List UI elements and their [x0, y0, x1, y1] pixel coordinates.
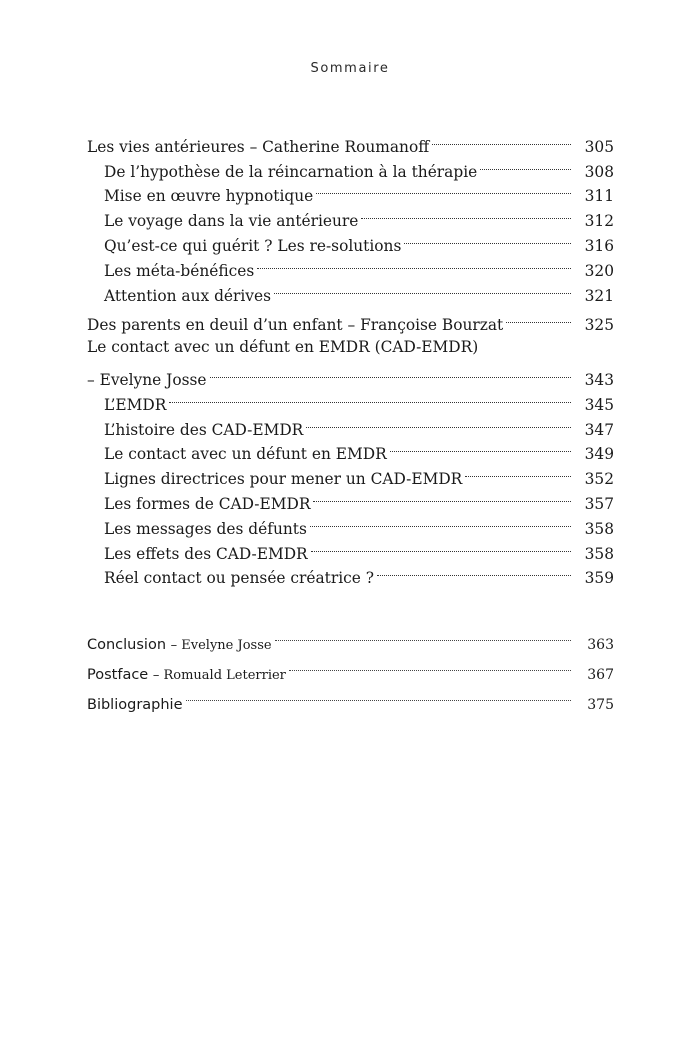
toc-entry-title: Attention aux dérives [104, 286, 272, 305]
dot-leader [465, 459, 571, 484]
dot-leader [257, 251, 571, 276]
dot-leader [377, 559, 571, 584]
toc-entry-title: Mise en œuvre hypnotique [104, 187, 314, 206]
toc-chapter[interactable] [87, 306, 614, 335]
table-of-contents [87, 127, 614, 714]
toc-page-number: 325 [584, 316, 614, 335]
toc-end-label: Postface [87, 667, 149, 684]
dot-leader [289, 649, 571, 679]
toc-chapter-title-line1[interactable]: Le contact avec un défunt en EMDR (CAD-EMDR) [87, 338, 479, 357]
toc-page-number: 358 [584, 544, 614, 563]
dot-leader [306, 410, 571, 435]
toc-entry-title: De l’hypothèse de la réincarnation à la thérapie [104, 162, 478, 181]
toc-end-label: Conclusion [87, 637, 167, 654]
toc-page-number: 311 [584, 187, 614, 206]
toc-page-number: 343 [584, 370, 614, 389]
toc-page-number: 347 [584, 420, 614, 439]
dot-leader [275, 619, 571, 649]
toc-chapter-title: Des parents en deuil d’un enfant – Françoise Bourzat [87, 316, 504, 335]
running-head: Sommaire [310, 61, 390, 76]
toc-page-number: 375 [587, 697, 614, 714]
toc-entry-title: Réel contact ou pensée créatrice ? [104, 569, 375, 588]
toc-page-number: 367 [587, 667, 614, 684]
dot-leader [390, 435, 571, 460]
toc-page-number: 308 [584, 162, 614, 181]
dot-leader [313, 484, 571, 509]
dot-leader [311, 534, 571, 559]
toc-page-number: 345 [584, 395, 614, 414]
toc-page-number: 321 [584, 286, 614, 305]
toc-page-number: 316 [584, 236, 614, 255]
toc-page-number: 357 [584, 494, 614, 513]
toc-chapter-title: Les vies antérieures – Catherine Roumanoff [87, 137, 430, 156]
dot-leader [506, 306, 571, 331]
toc-entry-title: L’histoire des CAD-EMDR [104, 420, 304, 439]
toc-entry-title: Le contact avec un défunt en EMDR [104, 445, 387, 464]
dot-leader [186, 679, 571, 709]
toc-chapter[interactable] [87, 127, 614, 156]
toc-page-number: 305 [584, 137, 614, 156]
toc-entry-title: Qu’est-ce qui guérit ? Les re-solutions [104, 236, 402, 255]
toc-entry-title: Les formes de CAD-EMDR [104, 494, 311, 513]
toc-end-title [87, 630, 272, 661]
toc-end-title [87, 690, 183, 720]
toc-end-label: Bibliographie [87, 697, 183, 714]
toc-chapter-title-line2: – Evelyne Josse [87, 370, 207, 389]
dot-leader [310, 509, 571, 534]
toc-end-author: – Romuald Leterrier [152, 668, 286, 684]
dot-leader [480, 152, 571, 177]
toc-entry-title: Lignes directrices pour mener un CAD-EMDR [104, 470, 463, 489]
dot-leader [210, 360, 572, 385]
dot-leader [432, 127, 571, 152]
dot-leader [169, 385, 571, 410]
dot-leader [316, 177, 571, 202]
toc-entry-title: Les messages des défunts [104, 519, 307, 538]
toc-entry-title: Le voyage dans la vie antérieure [104, 212, 359, 231]
toc-page-number: 312 [584, 212, 614, 231]
toc-page-number: 363 [587, 637, 614, 654]
dot-leader [361, 201, 571, 226]
toc-entry-title: Les méta-bénéfices [104, 261, 255, 280]
toc-page-number: 349 [584, 445, 614, 464]
toc-page-number: 320 [584, 261, 614, 280]
toc-chapter[interactable] [87, 360, 614, 389]
toc-end-conclusion[interactable] [87, 619, 614, 654]
toc-entry-title: L’EMDR [104, 395, 167, 414]
dot-leader [404, 226, 571, 251]
dot-leader [274, 276, 571, 301]
toc-end-author: – Evelyne Josse [170, 638, 272, 654]
toc-page-number: 352 [584, 470, 614, 489]
toc-page-number: 359 [584, 569, 614, 588]
toc-page-number: 358 [584, 519, 614, 538]
toc-entry-title: Les effets des CAD-EMDR [104, 544, 308, 563]
